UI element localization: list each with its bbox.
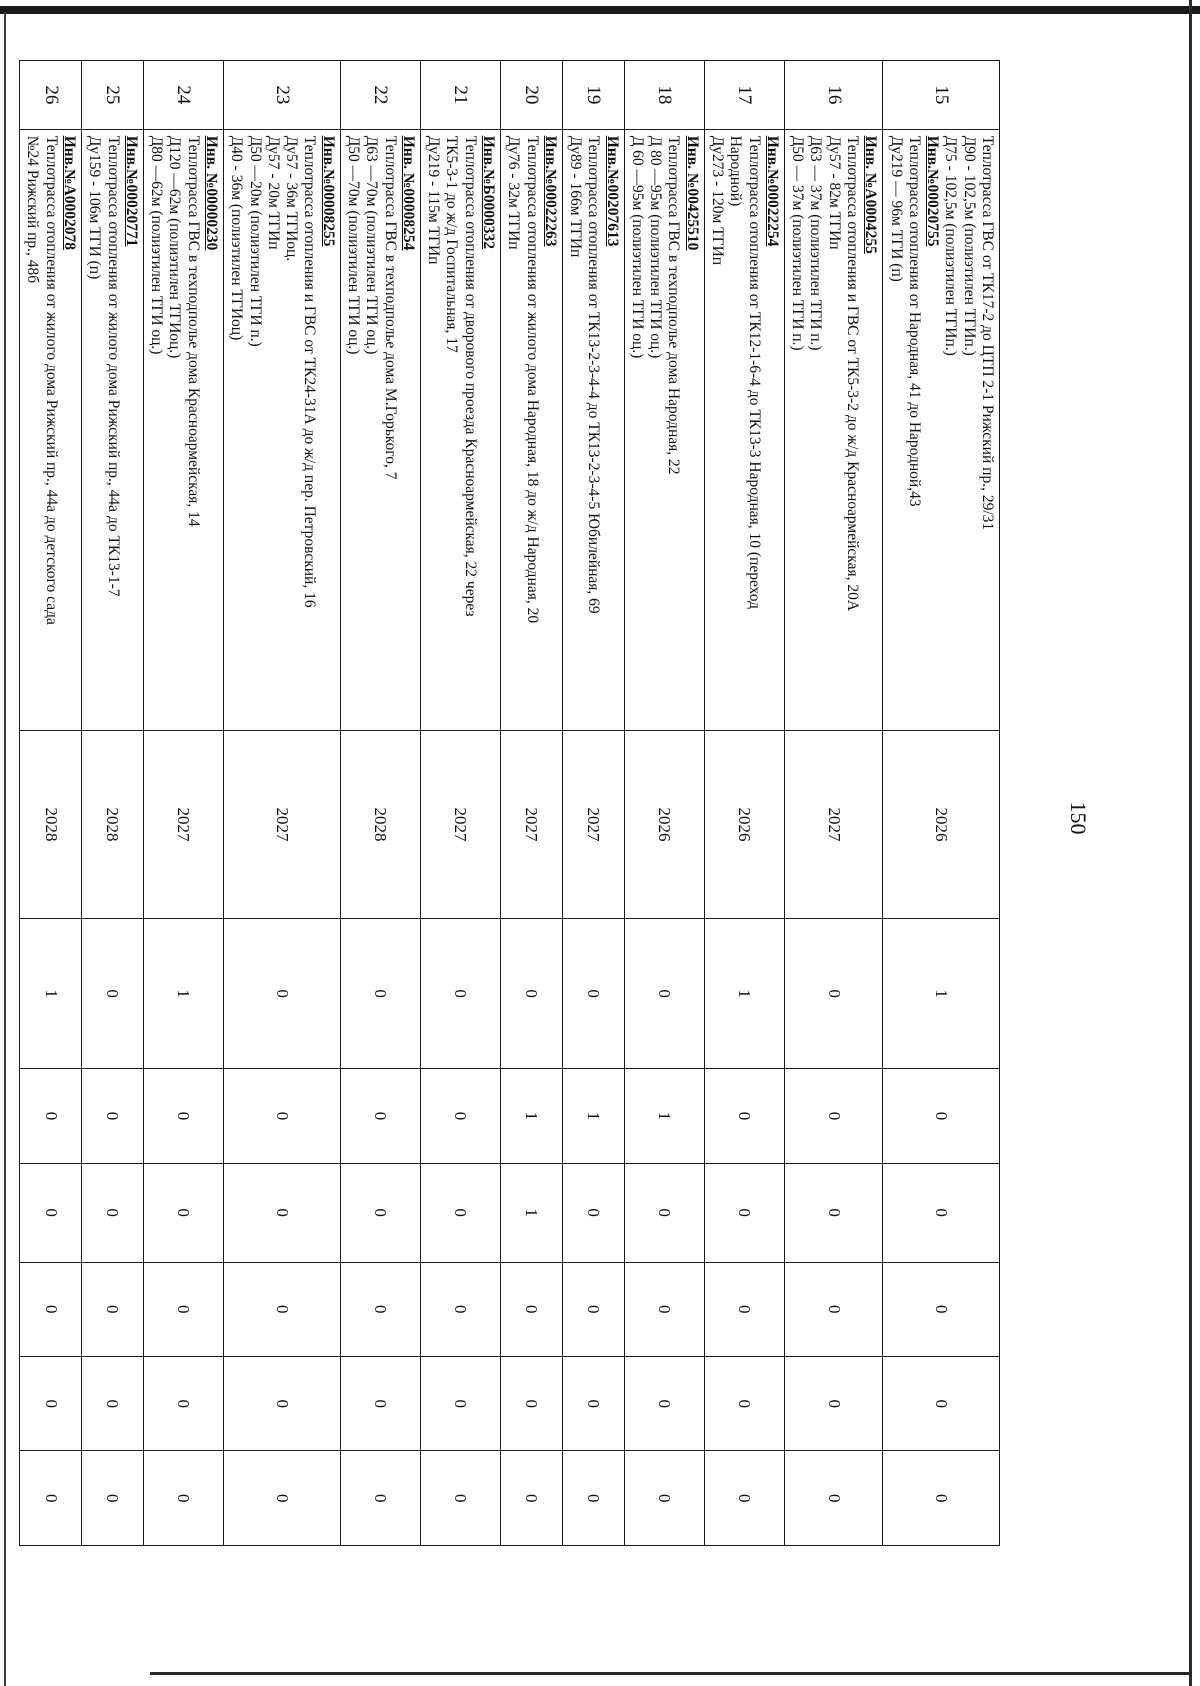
pipeline-description <box>20 129 82 730</box>
value-cell-v2: 0 <box>340 1069 420 1163</box>
year-cell: 2028 <box>82 731 144 919</box>
inventory-number: Инв. №А0004255 <box>862 135 880 254</box>
inventory-number: Инв. №00425510 <box>683 135 701 251</box>
value-cell-v2: 0 <box>82 1069 144 1163</box>
value-cell-v4: 0 <box>340 1262 420 1356</box>
year-cell: 2028 <box>340 731 420 919</box>
description-line: Д50 — 37м (полиэтилен ТГИ п.) <box>789 135 807 351</box>
table-row <box>500 61 562 1546</box>
scan-border-right <box>1189 0 1192 1686</box>
inventory-number: Инв.№00020755 <box>924 135 942 247</box>
description-line: Ду89 - 166м ТГИп <box>567 135 585 258</box>
value-cell-v5: 0 <box>420 1356 500 1450</box>
value-cell-v1: 0 <box>82 918 144 1068</box>
description-line: Ду219 — 96м ТГИ (п) <box>887 135 905 282</box>
description-line: Д63 —70м (полиэтилен ТГИ оц.) <box>363 135 381 355</box>
description-line: Ду159 - 106м ТГИ (п) <box>86 135 104 280</box>
value-cell-v6: 0 <box>340 1451 420 1546</box>
year-cell: 2026 <box>624 731 704 919</box>
value-cell-v1: 0 <box>784 918 882 1068</box>
table-body <box>20 61 1000 1546</box>
value-cell-v1: 0 <box>340 918 420 1068</box>
description-line: Ду57 - 82м ТГИп <box>825 135 843 250</box>
value-cell-v2: 1 <box>562 1069 624 1163</box>
inventory-number: Инв. №00000230 <box>203 135 221 251</box>
value-cell-v1: 1 <box>883 918 1000 1068</box>
year-cell: 2026 <box>704 731 784 919</box>
description-line: Теплотрасса ГВС в техподполье дома Красноармейская, 14 <box>184 135 202 527</box>
pipeline-description <box>500 129 562 730</box>
value-cell-v5: 0 <box>143 1356 223 1450</box>
value-cell-v3: 0 <box>143 1163 223 1262</box>
value-cell-v4: 0 <box>624 1262 704 1356</box>
value-cell-v2: 0 <box>143 1069 223 1163</box>
row-number: 20 <box>500 61 562 130</box>
year-cell: 2027 <box>143 731 223 919</box>
row-number: 21 <box>420 61 500 130</box>
value-cell-v5: 0 <box>340 1356 420 1450</box>
value-cell-v1: 0 <box>500 918 562 1068</box>
value-cell-v5: 0 <box>224 1356 341 1450</box>
value-cell-v6: 0 <box>883 1451 1000 1546</box>
value-cell-v2: 0 <box>224 1069 341 1163</box>
row-number: 24 <box>143 61 223 130</box>
description-line: Теплотрасса отопления и ГВС от ТК24-31А до ж/д пер. Петровский, 16 <box>301 135 319 608</box>
row-number: 22 <box>340 61 420 130</box>
value-cell-v2: 0 <box>20 1069 82 1163</box>
value-cell-v3: 0 <box>784 1163 882 1262</box>
pipeline-description <box>224 129 341 730</box>
description-line: Теплотрасса отопления от жилого дома Рижский пр., 44а до детского сада <box>42 135 60 625</box>
year-cell: 2028 <box>20 731 82 919</box>
description-line: Теплотрасса отопления и ГВС от ТК5-3-2 до ж/д Красноармейская, 20А <box>844 135 862 612</box>
value-cell-v5: 0 <box>82 1356 144 1450</box>
description-line: Ду219 - 115м ТГИп <box>425 135 443 265</box>
value-cell-v2: 0 <box>420 1069 500 1163</box>
description-line: Д 80 —95м (полиэтилен ТГИ оц.) <box>647 135 665 359</box>
description-line: Д80 —62м (полиэтилен ТГИ оц.) <box>148 135 166 355</box>
table-row <box>624 61 704 1546</box>
year-cell: 2027 <box>420 731 500 919</box>
pipeline-description <box>883 129 1000 730</box>
table-row <box>420 61 500 1546</box>
value-cell-v1: 0 <box>562 918 624 1068</box>
value-cell-v3: 1 <box>500 1163 562 1262</box>
pipeline-description <box>704 129 784 730</box>
description-line: Теплотрасса отопления от жилого дома Рижский пр., 44а до ТК13-1-7 <box>104 135 122 597</box>
value-cell-v4: 0 <box>883 1262 1000 1356</box>
scan-border-left <box>4 12 6 1686</box>
value-cell-v3: 0 <box>562 1163 624 1262</box>
row-number: 23 <box>224 61 341 130</box>
row-number: 16 <box>784 61 882 130</box>
value-cell-v4: 0 <box>224 1262 341 1356</box>
description-line: Д 60 —95м (полиэтилен ТГИ оц.) <box>628 135 646 359</box>
description-line: Теплотрасса ГВС от ТК17-2 до ЦТП 2-1 Рижский пр., 29/31 <box>979 135 996 531</box>
table-row <box>883 61 1000 1546</box>
year-cell: 2027 <box>224 731 341 919</box>
pipeline-description <box>340 129 420 730</box>
pipeline-description <box>82 129 144 730</box>
value-cell-v1: 0 <box>420 918 500 1068</box>
value-cell-v6: 0 <box>784 1451 882 1546</box>
pipeline-description <box>420 129 500 730</box>
row-number: 19 <box>562 61 624 130</box>
value-cell-v5: 0 <box>883 1356 1000 1450</box>
table-row <box>340 61 420 1546</box>
scan-border-top <box>0 6 1200 14</box>
table-row <box>224 61 341 1546</box>
value-cell-v3: 0 <box>20 1163 82 1262</box>
inventory-number: Инв.№А0002078 <box>61 135 79 250</box>
value-cell-v5: 0 <box>704 1356 784 1450</box>
value-cell-v3: 0 <box>224 1163 341 1262</box>
row-number: 17 <box>704 61 784 130</box>
value-cell-v2: 1 <box>624 1069 704 1163</box>
scan-border-bottom <box>150 1672 1190 1675</box>
value-cell-v6: 0 <box>624 1451 704 1546</box>
value-cell-v5: 0 <box>500 1356 562 1450</box>
value-cell-v5: 0 <box>784 1356 882 1450</box>
description-line: Д120 —62м (полиэтилен ТГИоц.) <box>166 135 184 359</box>
description-line: Ду57 - 20м ТГИп <box>264 135 282 250</box>
value-cell-v3: 0 <box>82 1163 144 1262</box>
inventory-number: Инв.№00022263 <box>541 135 559 247</box>
value-cell-v5: 0 <box>20 1356 82 1450</box>
value-cell-v1: 1 <box>704 918 784 1068</box>
table-row <box>784 61 882 1546</box>
year-cell: 2026 <box>883 731 1000 919</box>
value-cell-v4: 0 <box>784 1262 882 1356</box>
row-number: 18 <box>624 61 704 130</box>
value-cell-v4: 0 <box>20 1262 82 1356</box>
description-line: Теплотрасса ГВС в техподполье дома М.Горького, 7 <box>381 135 399 480</box>
value-cell-v1: 1 <box>143 918 223 1068</box>
value-cell-v3: 0 <box>883 1163 1000 1262</box>
description-line: Ду76 - 32м ТГИп <box>505 135 523 250</box>
inventory-number: Инв. №00008254 <box>399 135 417 251</box>
network-table <box>24 60 1000 1546</box>
description-line: Народной) <box>727 135 745 207</box>
year-cell: 2027 <box>784 731 882 919</box>
table-row <box>20 61 82 1546</box>
row-number: 15 <box>883 61 1000 130</box>
value-cell-v1: 0 <box>624 918 704 1068</box>
value-cell-v6: 0 <box>704 1451 784 1546</box>
value-cell-v2: 0 <box>704 1069 784 1163</box>
inventory-number: Инв.№Б0000332 <box>479 135 497 250</box>
description-line: Ду57 - 36м ТГИоц. <box>283 135 301 262</box>
inventory-number: Инв.№00020771 <box>122 135 140 247</box>
description-line: Д90 - 102,5м (полиэтилен ТГИп.) <box>960 135 978 356</box>
description-line: Теплотрасса отопления от дворового проезда Красноармейская, 22 через <box>461 135 479 617</box>
row-number: 26 <box>20 61 82 130</box>
description-line: Д63 — 37м (полиэтилен ТГИ п.) <box>807 135 825 351</box>
value-cell-v1: 1 <box>20 918 82 1068</box>
value-cell-v4: 0 <box>143 1262 223 1356</box>
value-cell-v1: 0 <box>224 918 341 1068</box>
table-grid <box>19 60 1000 1546</box>
pipeline-description <box>562 129 624 730</box>
value-cell-v6: 0 <box>143 1451 223 1546</box>
value-cell-v5: 0 <box>624 1356 704 1450</box>
value-cell-v4: 0 <box>704 1262 784 1356</box>
table-row <box>704 61 784 1546</box>
table-row <box>562 61 624 1546</box>
value-cell-v6: 0 <box>562 1451 624 1546</box>
description-line: Д40 - 36м (полиэтилен ТГИоц) <box>228 135 246 341</box>
value-cell-v3: 0 <box>340 1163 420 1262</box>
description-line: Теплотрасса отопления от ТК12-1-6-4 до ТК13-3 Народная, 10 (переход <box>745 135 763 609</box>
value-cell-v3: 0 <box>420 1163 500 1262</box>
description-line: Теплотрасса ГВС в техподполье дома Народная, 22 <box>665 135 683 475</box>
description-line: Д75 - 102,5м (полиэтилен ТГИп.) <box>942 135 960 356</box>
value-cell-v2: 0 <box>883 1069 1000 1163</box>
inventory-number: Инв.№00207613 <box>603 135 621 247</box>
value-cell-v6: 0 <box>420 1451 500 1546</box>
description-line: Теплотрасса отопления от Народная, 41 до Народной,43 <box>905 135 923 507</box>
description-line: №24 Рижский пр., 48б <box>24 135 42 284</box>
value-cell-v3: 0 <box>624 1163 704 1262</box>
value-cell-v2: 0 <box>784 1069 882 1163</box>
pipeline-description <box>143 129 223 730</box>
value-cell-v4: 0 <box>562 1262 624 1356</box>
value-cell-v4: 0 <box>82 1262 144 1356</box>
year-cell: 2027 <box>500 731 562 919</box>
table-row <box>82 61 144 1546</box>
value-cell-v6: 0 <box>20 1451 82 1546</box>
inventory-number: Инв.№00008255 <box>319 135 337 247</box>
description-line: ТК5-3-1 до ж/д Госпитальная, 17 <box>443 135 461 353</box>
page-number: 150 <box>1066 801 1091 835</box>
year-cell: 2027 <box>562 731 624 919</box>
inventory-number: Инв.№00022254 <box>763 135 781 247</box>
value-cell-v6: 0 <box>224 1451 341 1546</box>
value-cell-v2: 1 <box>500 1069 562 1163</box>
value-cell-v4: 0 <box>500 1262 562 1356</box>
value-cell-v5: 0 <box>562 1356 624 1450</box>
value-cell-v6: 0 <box>82 1451 144 1546</box>
value-cell-v3: 0 <box>704 1163 784 1262</box>
description-line: Теплотрасса отопления от жилого дома Народная, 18 до ж/д Народная, 20 <box>523 135 541 624</box>
pipeline-description <box>784 129 882 730</box>
description-line: Ду273 - 120м ТГИп <box>709 135 727 266</box>
value-cell-v4: 0 <box>420 1262 500 1356</box>
description-line: Теплотрасса отопления от ТК13-2-3-4-4 до ТК13-2-3-4-5 Юбилейная, 69 <box>585 135 603 614</box>
value-cell-v6: 0 <box>500 1451 562 1546</box>
table-row <box>143 61 223 1546</box>
pipeline-description <box>624 129 704 730</box>
description-line: Д50 —20м (полиэтилен ТГИ п.) <box>246 135 264 347</box>
row-number: 25 <box>82 61 144 130</box>
description-line: Д50 —70м (полиэтилен ТГИ оц.) <box>345 135 362 355</box>
